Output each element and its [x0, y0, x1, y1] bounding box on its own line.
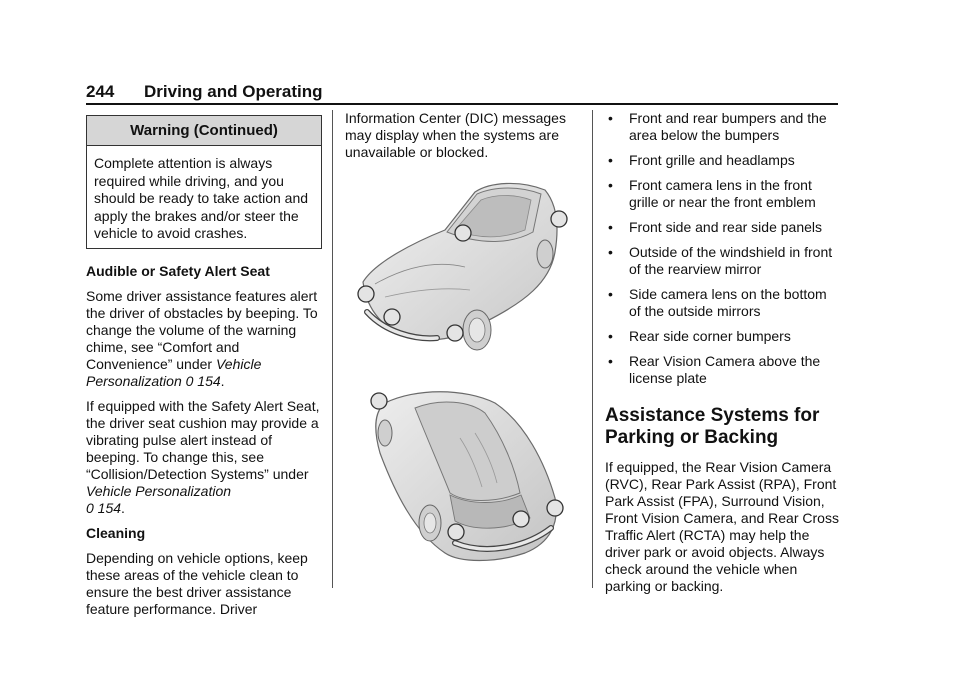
- list-item: [605, 328, 840, 345]
- rear-car-icon: [355, 383, 575, 568]
- heading-cleaning: Cleaning: [86, 524, 146, 541]
- header-rule: [86, 103, 838, 105]
- front-car-illustration: [355, 172, 575, 367]
- list-item: [605, 110, 840, 144]
- paragraph-safety-seat: If equipped with the Safety Alert Seat, the driver seat cushion may provide a vibrating pulse alert instead of beeping. To change this, see “Collision/Detection Systems” under Vehicle Personalization 0 154.: [86, 397, 320, 516]
- list-item-text: Rear Vision Camera above the license plate: [629, 353, 821, 386]
- paragraph-text: If equipped with the Safety Alert Seat, the driver seat cushion may provide a vibrating pulse alert instead of beeping. To change this, see “Collision/Detection Systems” under: [86, 397, 320, 482]
- page-ref[interactable]: 0 154: [185, 372, 221, 389]
- list-item-text: Side camera lens on the bottom of the outside mirrors: [629, 286, 827, 319]
- list-item: [605, 286, 840, 320]
- warning-box: [86, 115, 322, 249]
- list-item: [605, 177, 840, 211]
- bullet-icon: •: [608, 219, 613, 235]
- bullet-icon: •: [608, 152, 613, 168]
- paragraph-cleaning: Depending on vehicle options, keep these areas of the vehicle clean to ensure the best driver assistance feature performance. Driver: [86, 549, 308, 617]
- warning-body: Complete attention is always required while driving, and you should be ready to take action and apply the brakes and/or steer the vehicle to avoid crashes.: [94, 155, 309, 241]
- page-header: [86, 82, 838, 102]
- column-divider-2: [592, 110, 593, 588]
- column-2: [345, 110, 585, 169]
- list-item-text: Front camera lens in the front grille or near the front emblem: [629, 177, 816, 210]
- warning-title: Warning (Continued): [87, 116, 321, 146]
- list-item-text: Rear side corner bumpers: [629, 328, 791, 344]
- list-item: [605, 152, 840, 169]
- bullet-icon: •: [608, 353, 613, 369]
- paragraph-parking: If equipped, the Rear Vision Camera (RVC), Rear Park Assist (RPA), Front Park Assist (FPA), Surround Vision, Front Vision Camera, and Rear Cross Traffic Alert (RCTA) may help the driver park or avoid objects. Always check around the vehicle when parking or backing.: [605, 459, 839, 594]
- paragraph-dic: Information Center (DIC) messages may display when the systems are unavailable or blocked.: [345, 110, 566, 160]
- list-item: [605, 219, 840, 236]
- column-3: [605, 110, 840, 603]
- list-item-text: Front side and rear side panels: [629, 219, 822, 235]
- page-number: 244: [86, 82, 115, 101]
- bullet-icon: •: [608, 177, 613, 193]
- bullet-icon: •: [608, 244, 613, 260]
- column-divider-1: [332, 110, 333, 588]
- cleaning-areas-list: [605, 110, 840, 387]
- paragraph-text: Some driver assistance features alert the driver of obstacles by beeping. To change the volume of the warning chime, see “Comfort and Convenience” under: [86, 287, 318, 372]
- front-car-icon: [355, 172, 575, 362]
- bullet-icon: •: [608, 328, 613, 344]
- bullet-icon: •: [608, 286, 613, 302]
- list-item-text: Outside of the windshield in front of the rearview mirror: [629, 244, 833, 277]
- heading-safety-alert-seat: Audible or Safety Alert Seat: [86, 262, 270, 279]
- list-item: [605, 353, 840, 387]
- section-heading-parking: Assistance Systems for Parking or Backing: [605, 405, 820, 448]
- list-item: [605, 244, 840, 278]
- xref-link[interactable]: Vehicle Personalization: [86, 482, 232, 499]
- column-1: [86, 115, 322, 626]
- rear-car-illustration: [355, 383, 575, 573]
- paragraph-audible: Some driver assistance features alert the driver of obstacles by beeping. To change the volume of the warning chime, see “Comfort and Convenience” under Vehicle Personalization 0 154.: [86, 287, 318, 389]
- page-ref[interactable]: 0 154: [86, 499, 122, 516]
- section-title: Driving and Operating: [144, 82, 323, 101]
- list-item-text: Front grille and headlamps: [629, 152, 795, 168]
- list-item-text: Front and rear bumpers and the area below the bumpers: [629, 110, 827, 143]
- bullet-icon: •: [608, 110, 613, 126]
- xref-link[interactable]: Vehicle Personalization: [86, 355, 262, 389]
